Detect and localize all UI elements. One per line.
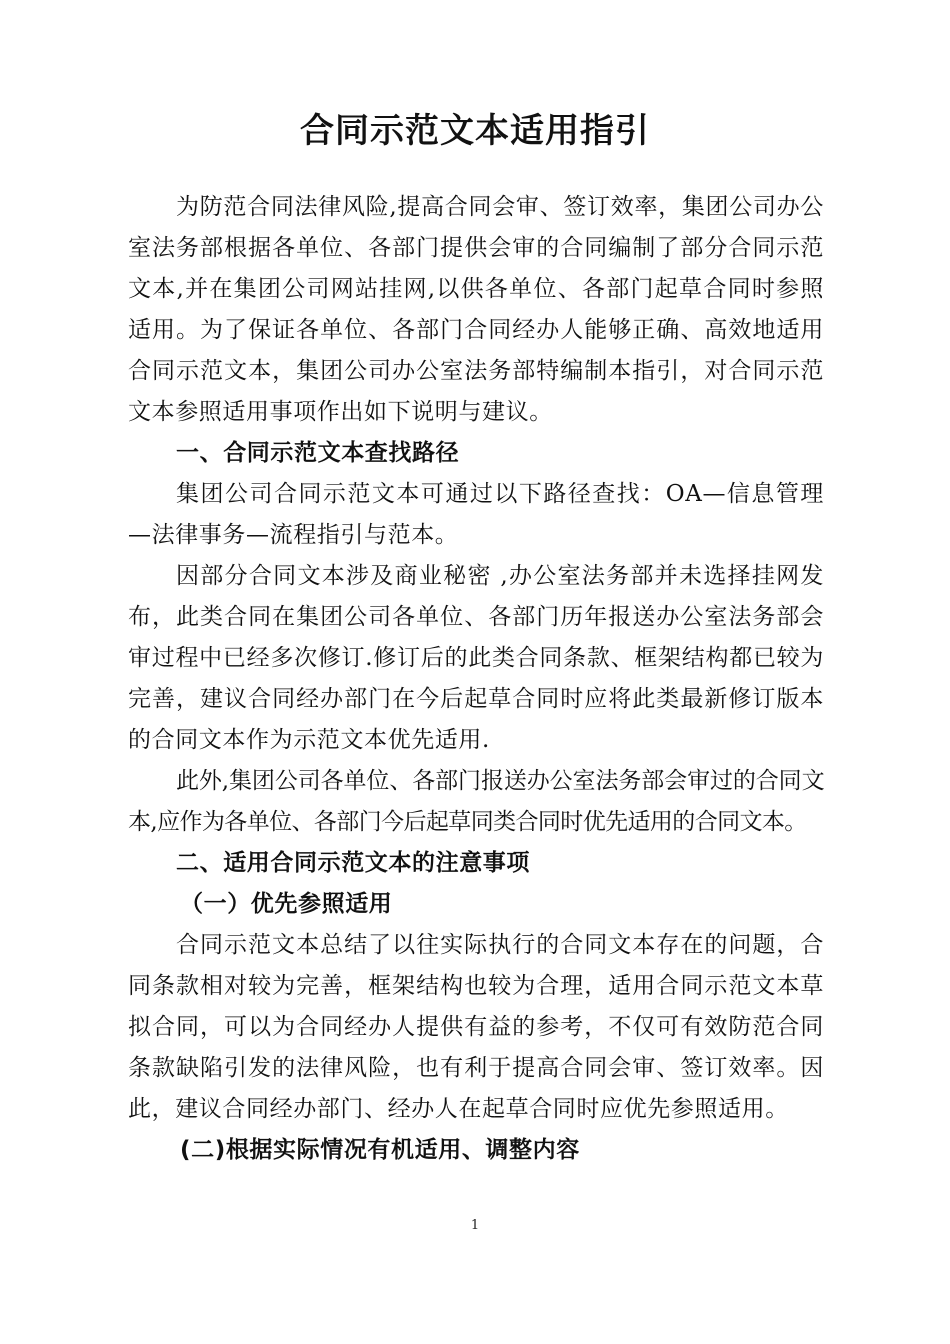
intro-paragraph: 为防范合同法律风险,提高合同会审、签订效率，集团公司办公室法务部根据各单位、各部门提供会审的合同编制了部分合同示范文本,并在集团公司网站挂网,以供各单位、各部门起草合同时参照适用。为了保证各单位、各部门合同经办人能够正确、高效地适用合同示范文本，集团公司办公室法务部特编制本指引，对合同示范文本参照适用事项作出如下说明与建议。 bbox=[128, 194, 824, 425]
document-body bbox=[128, 187, 824, 1171]
subheading-priority-use: （一）优先参照适用 bbox=[180, 891, 393, 917]
trade-secret-paragraph: 因部分合同文本涉及商业秘密 ,办公室法务部并未选择挂网发布，此类合同在集团公司各单位、各部门历年报送办公室法务部会审过程中已经多次修订.修订后的此类合同条款、框架结构都已较为完善，建议合同经办部门在今后起草合同时应将此类最新修订版本的合同文本作为示范文本优先适用. bbox=[128, 563, 824, 753]
section-heading-1: 一、合同示范文本查找路径 bbox=[176, 440, 460, 466]
search-path-paragraph: 集团公司合同示范文本可通过以下路径查找：OA—信息管理—法律事务—流程指引与范本。 bbox=[128, 481, 824, 548]
reviewed-contract-paragraph: 此外,集团公司各单位、各部门报送办公室法务部会审过的合同文本,应作为各单位、各部门今后起草同类合同时优先适用的合同文本。 bbox=[128, 768, 824, 835]
priority-use-paragraph: 合同示范文本总结了以往实际执行的合同文本存在的问题，合同条款相对较为完善，框架结构也较为合理，适用合同示范文本草拟合同，可以为合同经办人提供有益的参考，不仅可有效防范合同条款缺陷引发的法律风险，也有利于提高合同会审、签订效率。因此，建议合同经办部门、经办人在起草合同时应优先参照适用。 bbox=[128, 932, 824, 1122]
document-title: 合同示范文本适用指引 bbox=[300, 111, 650, 151]
page-number: 1 bbox=[470, 1218, 480, 1233]
section-heading-2: 二、适用合同示范文本的注意事项 bbox=[176, 850, 530, 876]
subheading-adjust-content: (二)根据实际情况有机适用、调整内容 bbox=[180, 1137, 580, 1163]
